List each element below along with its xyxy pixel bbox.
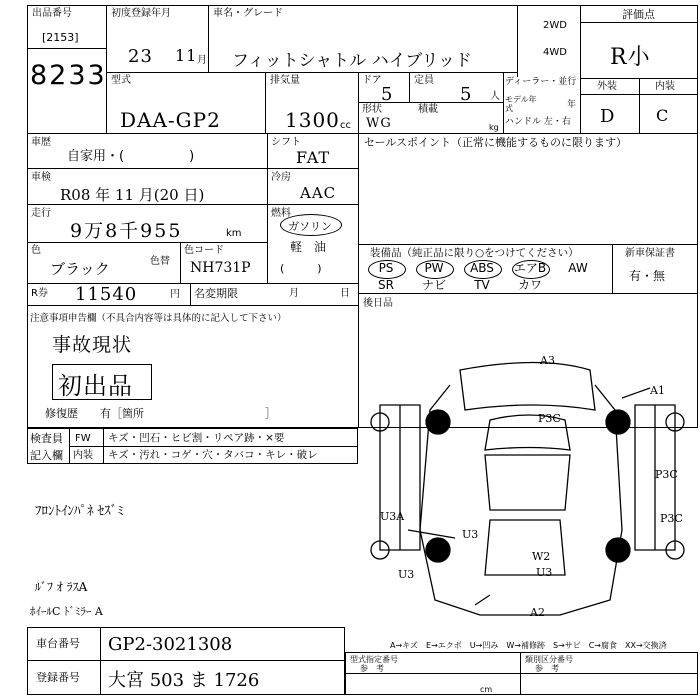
notes-repair: 修復歴 有［箇所 ］ [45, 407, 276, 420]
model-year-label: モデル年式 [505, 95, 537, 113]
equip-item: AW [568, 261, 588, 275]
inspector-fw: FW [75, 433, 91, 444]
reg-label: 初度登録年月 [111, 8, 171, 19]
spec-cm: cm [480, 685, 493, 694]
score-value: R小 [610, 45, 651, 70]
mileage-value: 9万8千955 [70, 220, 183, 242]
load-label: 積載 [418, 104, 438, 115]
mark-a1-arrow [622, 388, 650, 398]
shift-value: FAT [296, 148, 331, 167]
drive-4wd: 4WD [543, 47, 567, 58]
equip-item: カワ [517, 278, 542, 292]
lot-label: 出品番号 [32, 8, 72, 19]
meigi-month: 月 [289, 288, 299, 299]
mark-11: A2 [530, 606, 545, 619]
equip-item: SR [378, 278, 394, 292]
inspector-row-1: キズ・凹石・ヒビ割・リペア跡・×要 [108, 432, 285, 444]
equip-item: ナビ [421, 278, 446, 292]
equip-label: 装備品（純正品に限り○をつけてください） [370, 247, 579, 259]
mark-4: P3C [655, 468, 678, 481]
disp-label: 排気量 [270, 75, 300, 86]
chassis-value: GP2-3021308 [108, 634, 233, 655]
mileage-unit: km [226, 228, 242, 239]
aircon-label: 冷房 [271, 172, 291, 183]
recycle-label: R券 [31, 288, 48, 299]
load-unit: kg [489, 123, 499, 132]
fuel-label: 燃料 [271, 208, 291, 219]
reg-month-unit: 月 [197, 55, 207, 66]
mark-1: A3 [540, 354, 555, 367]
inspector-row-2: キズ・汚れ・コゲ・穴・タバコ・キレ・破レ [108, 449, 318, 461]
equip-item: TV [474, 278, 490, 292]
history-label: 車歴 [31, 137, 51, 148]
rear-label: 後日品 [363, 298, 393, 309]
mark-3: P3C [538, 412, 561, 425]
score-ext-label: 外装 [597, 81, 617, 92]
mark-6: U3 [398, 568, 415, 581]
equip-circle [464, 260, 502, 279]
spec-2: 参 考 [360, 664, 384, 673]
mark-u3a-arrow [408, 530, 455, 538]
car-trunk [485, 520, 565, 575]
chassis-label: 車台番号 [36, 637, 80, 650]
lot-sub: [2153] [42, 31, 79, 44]
wheel-rr [606, 538, 630, 562]
model-year-unit: 年 [567, 100, 577, 110]
car-roof-outline [460, 363, 595, 411]
dealer-label: ディーラー・並行 [505, 77, 577, 87]
plate-value: 大宮 503 ま 1726 [108, 670, 260, 691]
seats-value: 5 [460, 84, 473, 105]
inspection-label: 車検 [31, 172, 51, 183]
inspection-value: R08 年 11 月(20 日) [60, 186, 205, 204]
reg-month: 11 [175, 46, 198, 65]
notes-line-1: 事故現状 [52, 334, 133, 356]
color-code-label: 色コード [184, 245, 224, 256]
doors-value: 5 [381, 84, 394, 105]
car-label: 車名・グレード [213, 8, 283, 19]
notes-line-2: 初出品 [58, 372, 133, 400]
meigi-label: 名変期限 [194, 287, 238, 300]
remark-3: ﾎｲｰﾙC ﾄﾞﾐﾗｰ A [30, 605, 103, 618]
mileage-label: 走行 [31, 208, 51, 219]
recycle-value: 11540 [75, 284, 138, 305]
handle-label: ハンドル 左・右 [505, 117, 571, 127]
spec-3: 類別区分番号 [525, 655, 573, 664]
color-change-label: 色替 [150, 256, 170, 267]
equip-circle [368, 260, 406, 279]
disp-unit: cc [340, 120, 351, 131]
mark-10: U3 [462, 528, 479, 541]
shape-label: 形状 [362, 104, 382, 115]
mark-5: U3A [380, 510, 405, 523]
wheel-fl [426, 410, 450, 434]
damage-legend: A→キズ E→エクボ U→凹み W→補修跡 S→サビ C→腐食 XX→交換済 [390, 641, 667, 650]
score-ext: D [600, 106, 616, 127]
mark-8: W2 [532, 550, 551, 563]
car-name: フィットシャトル ハイブリッド [232, 51, 472, 71]
fuel-other: ( ) [280, 262, 322, 275]
aircon-value: AAC [300, 184, 337, 202]
mark-2: A1 [650, 384, 665, 397]
remark-1: ﾌﾛﾝﾄｲﾝﾊﾟﾈ ｾｽﾞﾐ [35, 504, 124, 519]
warranty-value: 有・無 [629, 269, 666, 283]
equip-item: PW [424, 261, 444, 275]
color-label: 色 [31, 245, 41, 256]
doors-label: ドア [362, 75, 382, 86]
meigi-day: 日 [340, 288, 350, 299]
inspector-label-2: 記入欄 [30, 449, 63, 462]
remark-2: ﾙﾞﾌ ｵ ﾗｽA [35, 580, 88, 594]
score-int: C [656, 106, 670, 125]
color-value: ブラック [50, 260, 110, 278]
model-value: DAA-GP2 [120, 108, 221, 132]
score-label: 評価点 [622, 8, 655, 21]
recycle-unit: 円 [170, 289, 180, 300]
mark-front-arrow [475, 595, 490, 605]
equip-item: ABS [470, 261, 494, 275]
mark-9: U3 [536, 566, 553, 579]
inspector-interior: 内装 [73, 450, 93, 461]
equip-item: PS [378, 261, 394, 275]
score-int-label: 内装 [655, 81, 675, 92]
shape-value: WG [366, 116, 392, 131]
fuel-diesel: 軽 油 [290, 240, 327, 254]
mark-7: P3C [660, 512, 683, 525]
wheel-fr [606, 410, 630, 434]
equip-circle [416, 260, 454, 279]
equip-item: エアB [513, 261, 547, 275]
car-cabin [485, 455, 570, 510]
spec-4: 参 考 [535, 664, 559, 673]
damage-diagram [360, 350, 698, 625]
color-code: NH731P [190, 260, 251, 276]
model-label: 型式 [111, 75, 131, 86]
history-value: 自家用・( ) [67, 149, 195, 164]
inspector-label: 検査員 [30, 432, 63, 445]
reg-year: 23 [128, 46, 153, 67]
drive-2wd: 2WD [543, 20, 567, 31]
seats-label: 定員 [414, 75, 434, 86]
fuel-gas: ガソリン [288, 220, 332, 233]
equip-circle [512, 260, 550, 279]
sales-label: セールスポイント（正常に機能するものに限ります） [364, 136, 628, 149]
lot-number: 8233 [30, 60, 107, 91]
notes-label: 注意事項申告欄（不具合内容等は具体的に記入して下さい） [30, 313, 287, 324]
shift-label: シフト [271, 137, 301, 148]
plate-label: 登録番号 [36, 671, 80, 684]
warranty-label: 新車保証書 [625, 248, 675, 259]
wheel-rl [426, 538, 450, 562]
seats-unit: 人 [490, 91, 500, 102]
disp-value: 1300 [285, 108, 340, 132]
fuel-gas-circle [280, 214, 342, 236]
spec-1: 型式指定番号 [350, 655, 398, 664]
